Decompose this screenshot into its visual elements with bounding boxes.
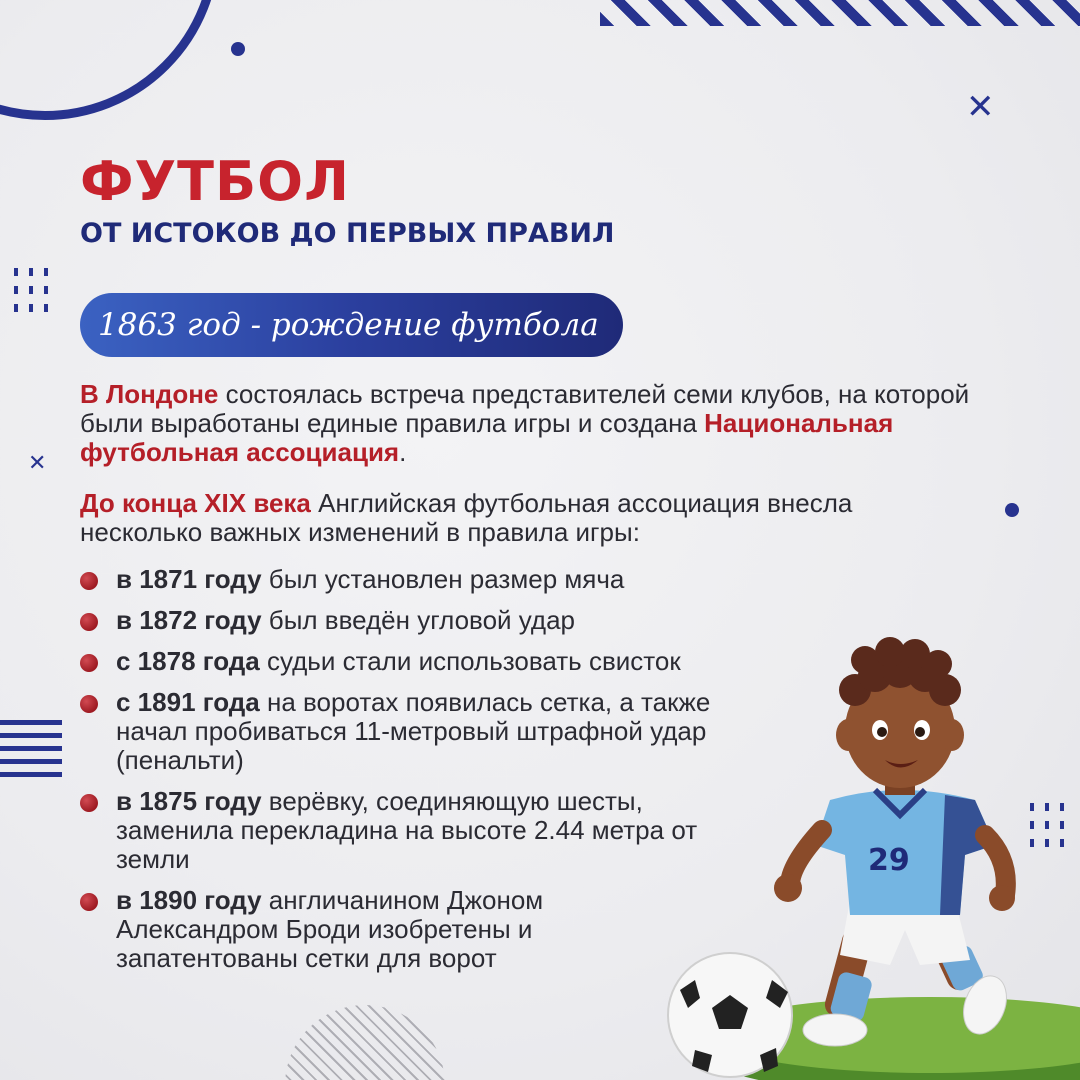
item-year: с 1891 года — [116, 687, 260, 717]
bullet-icon — [80, 695, 98, 713]
item-text: был введён угловой удар — [261, 605, 575, 635]
bullet-icon — [80, 893, 98, 911]
decorative-stripes — [600, 0, 1080, 26]
page-title: ФУТБОЛ — [80, 150, 350, 213]
highlight-london: В Лондоне — [80, 379, 219, 409]
item-text: верёвку, соединяющую шесты, заменила перекладина на высоте 2.44 метра от земли — [116, 786, 698, 874]
year-banner: 1863 год - рождение футбола — [80, 293, 623, 357]
item-year: в 1871 году — [116, 564, 262, 594]
decorative-dot — [231, 42, 245, 56]
page-subtitle: ОТ ИСТОКОВ ДО ПЕРВЫХ ПРАВИЛ — [80, 218, 615, 249]
intro-paragraph — [80, 380, 1010, 467]
bullet-icon — [80, 613, 98, 631]
bullet-icon — [80, 654, 98, 672]
bullet-icon — [80, 794, 98, 812]
paragraph-text: . — [399, 437, 407, 467]
item-text: был установлен размер мяча — [261, 564, 625, 594]
item-text: на воротах появилась сетка, а также начал пробиваться 11-метровый штрафной удар (пенальти) — [116, 687, 711, 775]
item-year: в 1890 году — [116, 885, 262, 915]
soccer-ball-icon — [668, 953, 792, 1077]
list-item — [80, 886, 640, 973]
decorative-dot — [1005, 503, 1019, 517]
changes-paragraph — [80, 489, 920, 547]
item-text: англичанином Джоном Александром Броди изобретены и запатентованы сетки для ворот — [116, 885, 544, 973]
item-year: в 1875 году — [116, 786, 262, 816]
decorative-lines — [0, 720, 62, 785]
item-year: с 1878 года — [116, 646, 260, 676]
item-text: судьи стали использовать свисток — [259, 646, 681, 676]
football-player-illustration — [600, 630, 1080, 1080]
highlight-century: До конца XIX века — [80, 488, 311, 518]
decorative-dots — [14, 268, 48, 312]
item-year: в 1872 году — [116, 605, 262, 635]
bullet-icon — [80, 572, 98, 590]
decorative-arc — [0, 0, 220, 120]
decorative-hatch — [285, 1005, 445, 1080]
cross-icon: ✕ — [966, 88, 995, 126]
cross-icon: ✕ — [28, 450, 47, 475]
paragraph-text: Английская футбольная ассоциация внесла несколько важных изменений в правила игры: — [80, 488, 853, 547]
highlight-association: Национальная футбольная ассоциация — [80, 408, 894, 467]
list-item — [80, 565, 800, 594]
paragraph-text: состоялась встреча представителей семи клубов, на которой были выработаны единые правила игры и создана — [80, 379, 970, 438]
jersey-number: 29 — [868, 843, 910, 878]
